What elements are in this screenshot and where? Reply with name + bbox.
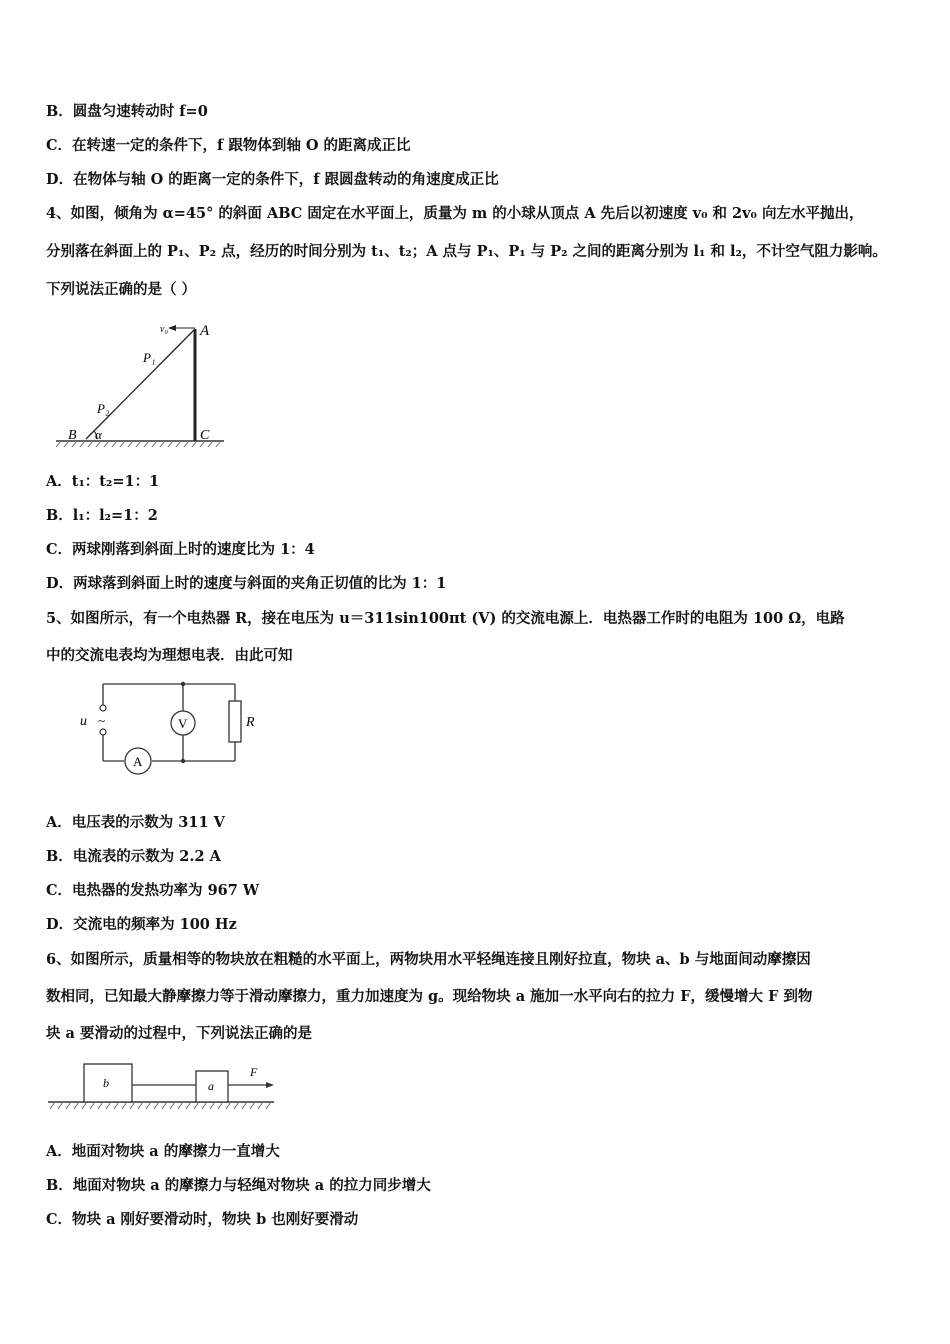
- v0-label: v₀: [160, 324, 168, 335]
- circuit-wires: [103, 684, 235, 761]
- q5-option-b: B．电流表的示数为 2.2 A: [46, 848, 221, 865]
- floor-hatching: [50, 1103, 270, 1109]
- junction-bottom: [181, 759, 185, 763]
- circuit-figure: [70, 675, 260, 780]
- q6-option-b: B．地面对物块 a 的摩擦力与轻绳对物块 a 的拉力同步增大: [46, 1177, 431, 1194]
- incline-figure: [50, 315, 230, 450]
- q4-option-c: C．两球刚落到斜面上时的速度比为 1：4: [46, 541, 315, 558]
- block-a-label: a: [208, 1079, 214, 1093]
- ground-hatching: [56, 442, 220, 447]
- point-a-label: A: [200, 323, 210, 339]
- q3-option-c: C．在转速一定的条件下，f 跟物体到轴 O 的距离成正比: [46, 137, 411, 154]
- point-p1-label: P₁: [143, 350, 156, 365]
- q3-option-d: D．在物体与轴 O 的距离一定的条件下，f 跟圆盘转动的角速度成正比: [46, 171, 499, 188]
- blocks-figure: [46, 1060, 278, 1115]
- q5-stem-line-2: 中的交流电表均为理想电表．由此可知: [46, 647, 293, 664]
- ac-tilde: ~: [98, 713, 106, 728]
- q4-stem-line-1: 4、如图，倾角为 α=45° 的斜面 ABC 固定在水平面上，质量为 m 的小球从顶点 A 先后以初速度 v₀ 和 2v₀ 向左水平抛出，: [46, 205, 864, 222]
- q5-option-d: D．交流电的频率为 100 Hz: [46, 916, 237, 933]
- resistor-label: R: [246, 715, 255, 730]
- point-p2-label: P₂: [97, 401, 110, 416]
- q5-option-c: C．电热器的发热功率为 967 W: [46, 882, 260, 899]
- ammeter-label: A: [133, 754, 143, 769]
- block-b-label: b: [103, 1076, 109, 1090]
- q6-option-c: C．物块 a 刚好要滑动时，物块 b 也刚好要滑动: [46, 1211, 359, 1228]
- point-b-label: B: [68, 428, 77, 443]
- force-label: F: [250, 1065, 258, 1079]
- q6-stem-line-1: 6、如图所示，质量相等的物块放在粗糙的水平面上，两物块用水平轻绳连接且刚好拉直，物块 a、b 与地面间动摩擦因: [46, 951, 811, 968]
- q4-option-d: D．两球落到斜面上时的速度与斜面的夹角正切值的比为 1：1: [46, 575, 447, 592]
- incline-line: [86, 329, 195, 439]
- q6-option-a: A．地面对物块 a 的摩擦力一直增大: [46, 1143, 280, 1160]
- q4-stem-line-2: 分别落在斜面上的 P₁、P₂ 点，经历的时间分别为 t₁、t₂；A 点与 P₁、P₁ 与 P₂ 之间的距离分别为 l₁ 和 l₂，不计空气阻力影响。: [46, 243, 887, 260]
- q6-stem-line-3: 块 a 要滑动的过程中，下列说法正确的是: [46, 1025, 312, 1042]
- q4-stem-line-3: 下列说法正确的是（ ）: [46, 281, 197, 298]
- point-c-label: C: [200, 428, 210, 443]
- v0-arrowhead: [168, 325, 176, 331]
- terminal-bottom: [100, 729, 106, 735]
- u-label: u: [80, 714, 87, 729]
- junction-top: [181, 682, 185, 686]
- terminal-top: [100, 705, 106, 711]
- voltmeter-label: V: [178, 716, 188, 731]
- force-arrowhead: [266, 1082, 274, 1088]
- q6-stem-line-2: 数相同，已知最大静摩擦力等于滑动摩擦力，重力加速度为 g。现给物块 a 施加一水平向右的拉力 F，缓慢增大 F 到物: [46, 988, 813, 1005]
- q3-option-b: B．圆盘匀速转动时 f=0: [46, 103, 208, 120]
- alpha-label: α: [95, 427, 102, 442]
- q4-option-a: A．t₁：t₂=1：1: [46, 473, 160, 490]
- q5-option-a: A．电压表的示数为 311 V: [46, 814, 225, 831]
- resistor-icon: [229, 701, 241, 742]
- q5-stem-line-1: 5、如图所示，有一个电热器 R，接在电压为 u＝311sin100πt (V) 的交流电源上．电热器工作时的电阻为 100 Ω，电路: [46, 610, 845, 627]
- q4-option-b: B．l₁：l₂=1：2: [46, 507, 158, 524]
